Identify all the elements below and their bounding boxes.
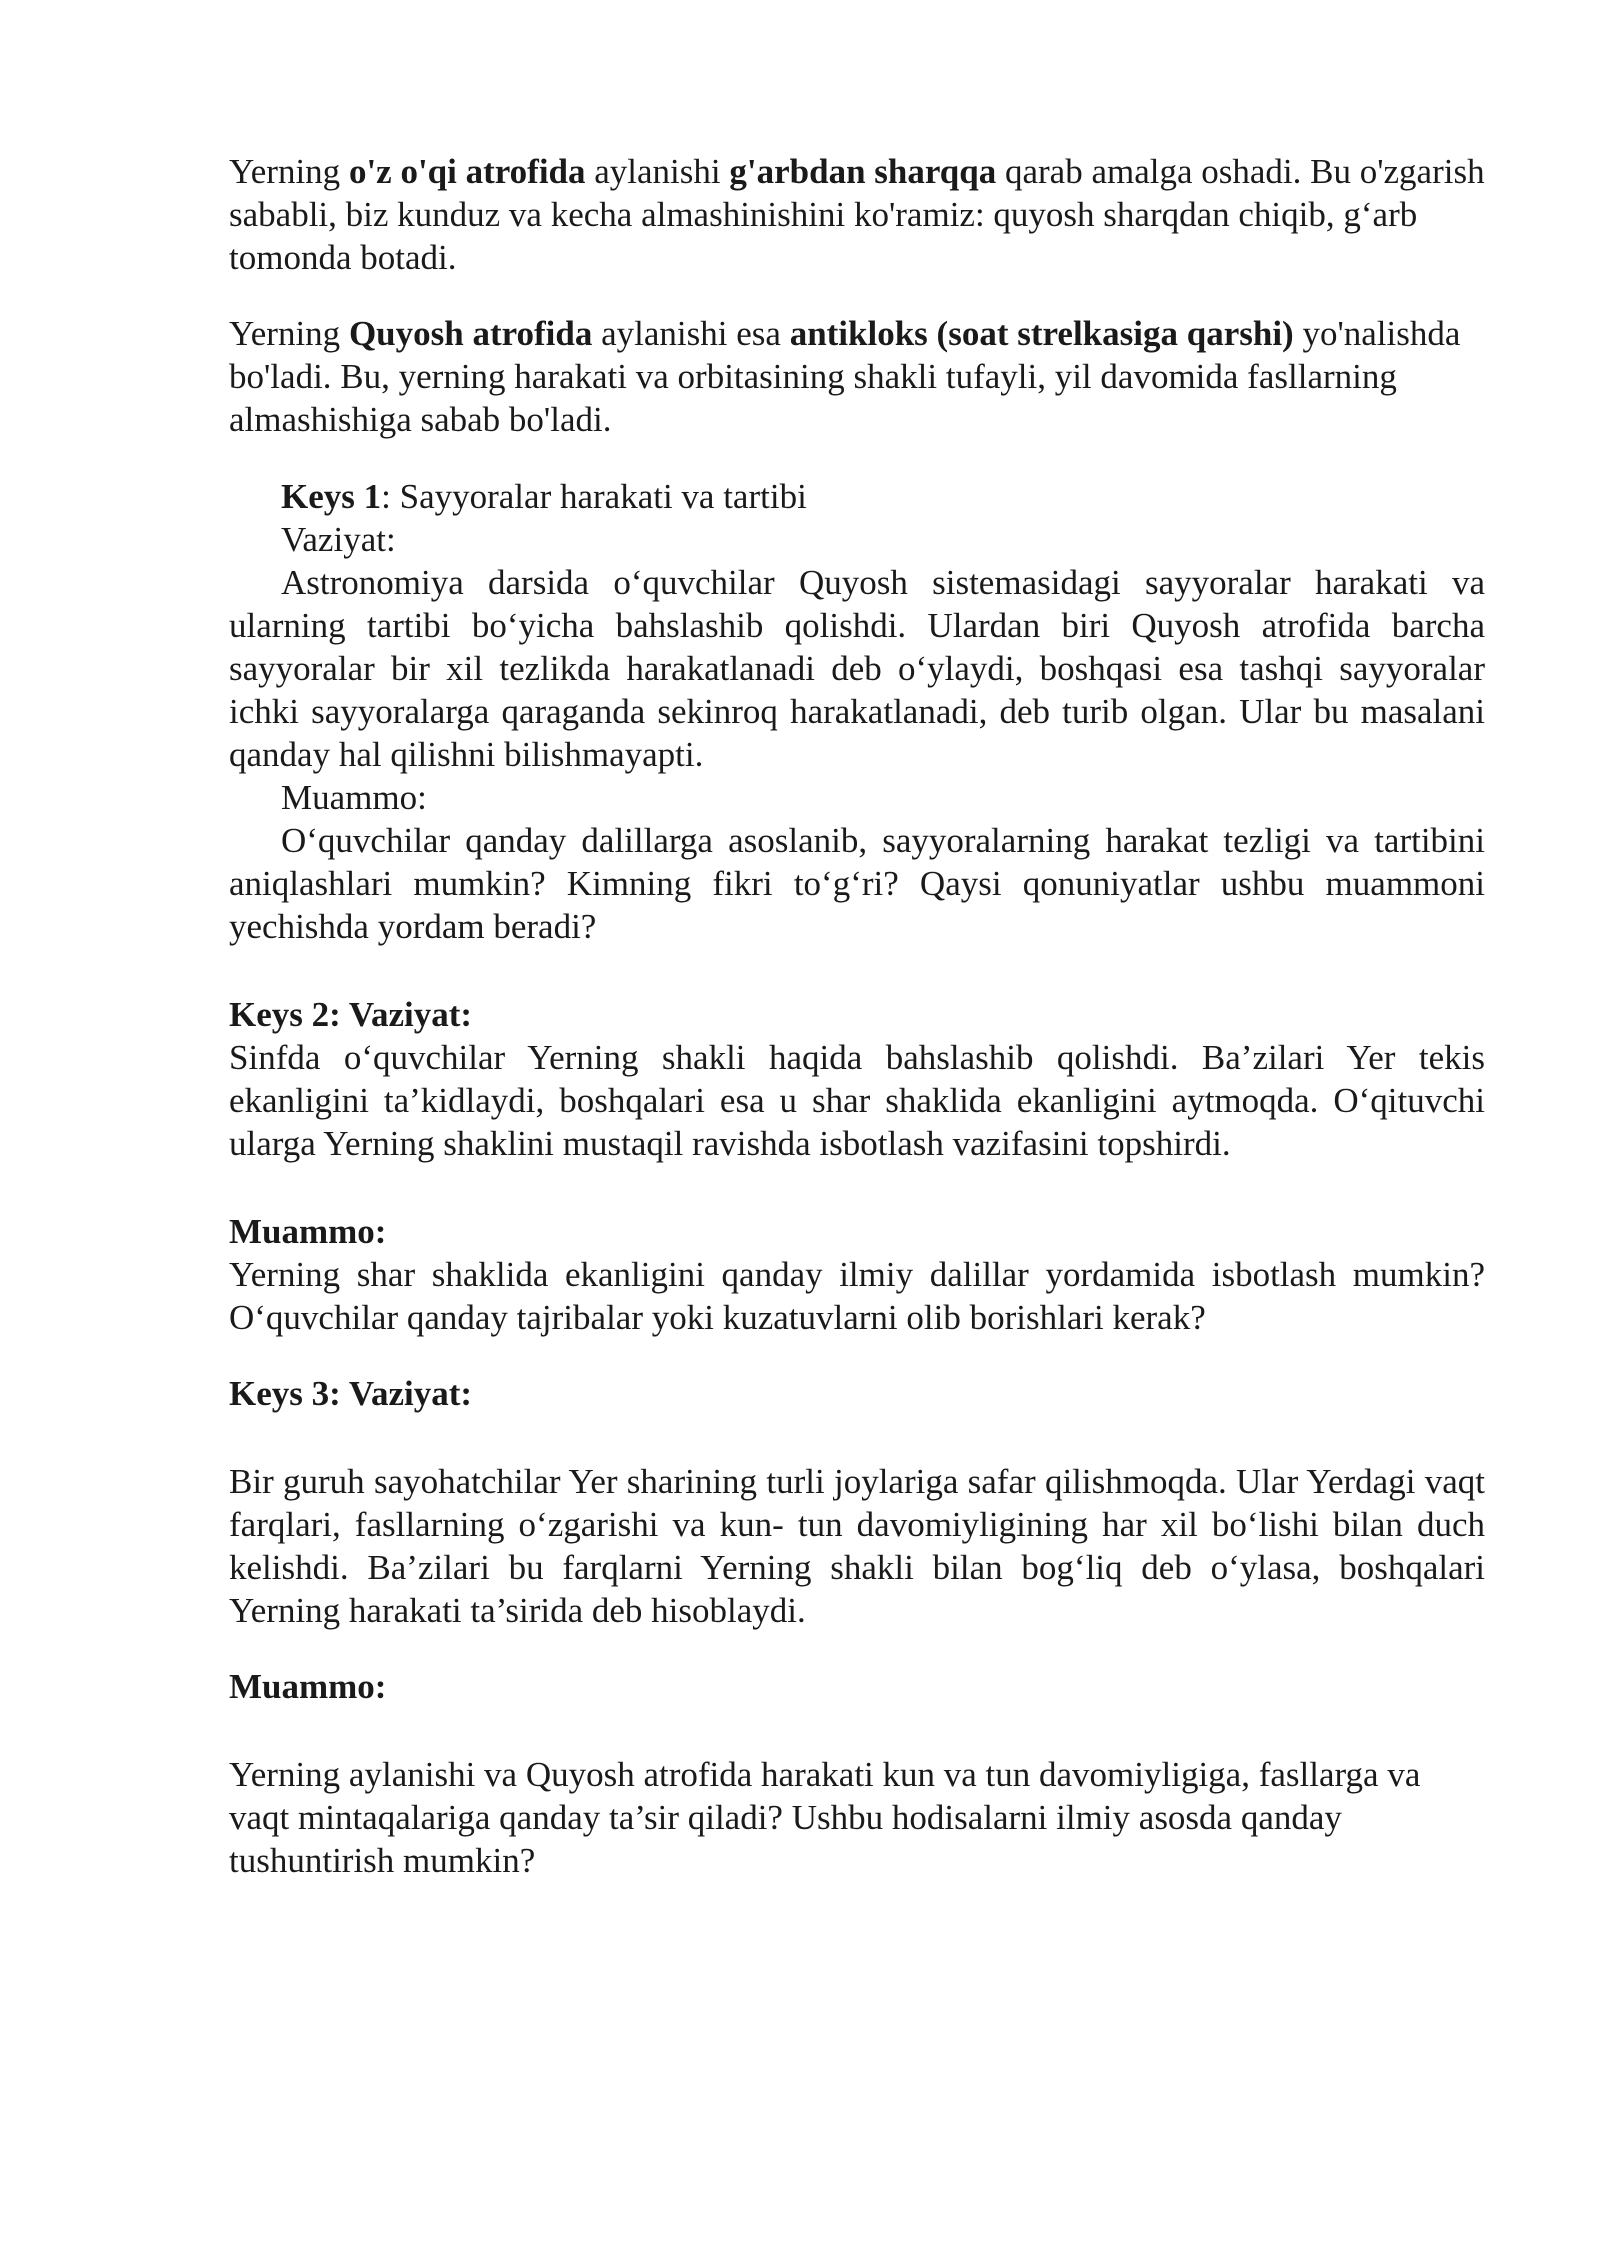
- case3-heading: [229, 1372, 1485, 1415]
- case2-problem-text: Yerning shar shaklida ekanligini qanday ilmiy dalillar yordamida isbotlash mumkin? O‘quvchilar qanday tajribalar yoki kuzatuvlarni olib borishlari kerak?: [229, 1255, 1485, 1337]
- bold-term: o'z o'qi atrofida: [348, 152, 586, 191]
- case3-heading-text: Keys 3: Vaziyat:: [229, 1374, 473, 1413]
- intro-paragraph-1: [229, 150, 1485, 279]
- document-page: [229, 150, 1485, 1882]
- case1-heading: [229, 475, 1485, 518]
- text-run: aylanishi: [585, 152, 730, 191]
- case1-situation-label: Vaziyat:: [281, 520, 396, 559]
- text-run: Yerning: [229, 152, 349, 191]
- text-run: aylanishi esa: [592, 314, 790, 353]
- case3-problem-text: Yerning aylanishi va Quyosh atrofida harakati kun va tun davomiyligiga, fasllarga va vaqt mintaqalariga qanday ta’sir qiladi? Ushbu hodisalarni ilmiy asosda qanday tushuntirish mumkin?: [229, 1755, 1421, 1880]
- case3-problem-label-text: Muammo:: [229, 1667, 387, 1706]
- case1-title: : Sayyoralar harakati va tartibi: [381, 477, 807, 516]
- case3-problem-label: [229, 1665, 1485, 1708]
- case1-problem-label: Muammo:: [281, 778, 427, 817]
- text-run: Yerning: [229, 314, 349, 353]
- case2-heading: [229, 993, 1485, 1036]
- bold-term: g'arbdan sharqqa: [729, 152, 997, 191]
- case3-situation-text: Bir guruh sayohatchilar Yer sharining turli joylariga safar qilishmoqda. Ular Yerdagi vaqt farqlari, fasllarning o‘zgarishi va kun- tun davomiyligining har xil bo‘lishi bilan duch kelishdi. Ba’zilari bu farqlarni Yerning shakli bilan bog‘liq deb o‘ylasa, boshqalari Yerning harakati ta’sirida deb hisoblaydi.: [229, 1462, 1485, 1630]
- case2-problem-label-text: Muammo:: [229, 1212, 387, 1251]
- text-run: qarab amalga oshadi. Bu o'zgarish sababli, biz kunduz va kecha almashinishini ko'ramiz: quyosh sharqdan chiqib, g‘arb tomonda botadi.: [229, 152, 1485, 277]
- text-run: yo'nalishda bo'ladi. Bu, yerning harakati va orbitasining shakli tufayli, yil davomida fasllarning almashishiga sabab bo'ladi.: [229, 314, 1461, 439]
- case1-label: Keys 1: [281, 477, 382, 516]
- bold-term: antikloks (soat strelkasiga qarshi): [789, 314, 1294, 353]
- case2-problem-label: [229, 1210, 1485, 1253]
- case1-situation-text: Astronomiya darsida o‘quvchilar Quyosh sistemasidagi sayyoralar harakati va ularning tartibi bo‘yicha bahslashib qolishdi. Ulardan biri Quyosh atrofida barcha sayyoralar bir xil tezlikda harakatlanadi deb o‘ylaydi, boshqasi esa tashqi sayyoralar ichki sayyoralarga qaraganda sekinroq harakatlanadi, deb turib olgan. Ular bu masalani qanday hal qilishni bilishmayapti.: [229, 563, 1485, 774]
- bold-term: Quyosh atrofida: [348, 314, 593, 353]
- case1-problem-text: O‘quvchilar qanday dalillarga asoslanib, sayyoralarning harakat tezligi va tartibini aniqlashlari mumkin? Kimning fikri to‘g‘ri? Qaysi qonuniyatlar ushbu muammoni yechishda yordam beradi?: [229, 821, 1485, 946]
- case2-heading-text: Keys 2: Vaziyat:: [229, 995, 473, 1034]
- intro-paragraph-2: [229, 312, 1485, 441]
- case2-situation-text: Sinfda o‘quvchilar Yerning shakli haqida bahslashib qolishdi. Ba’zilari Yer tekis ekanligini ta’kidlaydi, boshqalari esa u shar shaklida ekanligini aytmoqda. O‘qituvchi ularga Yerning shaklini mustaqil ravishda isbotlash vazifasini topshirdi.: [229, 1038, 1485, 1163]
